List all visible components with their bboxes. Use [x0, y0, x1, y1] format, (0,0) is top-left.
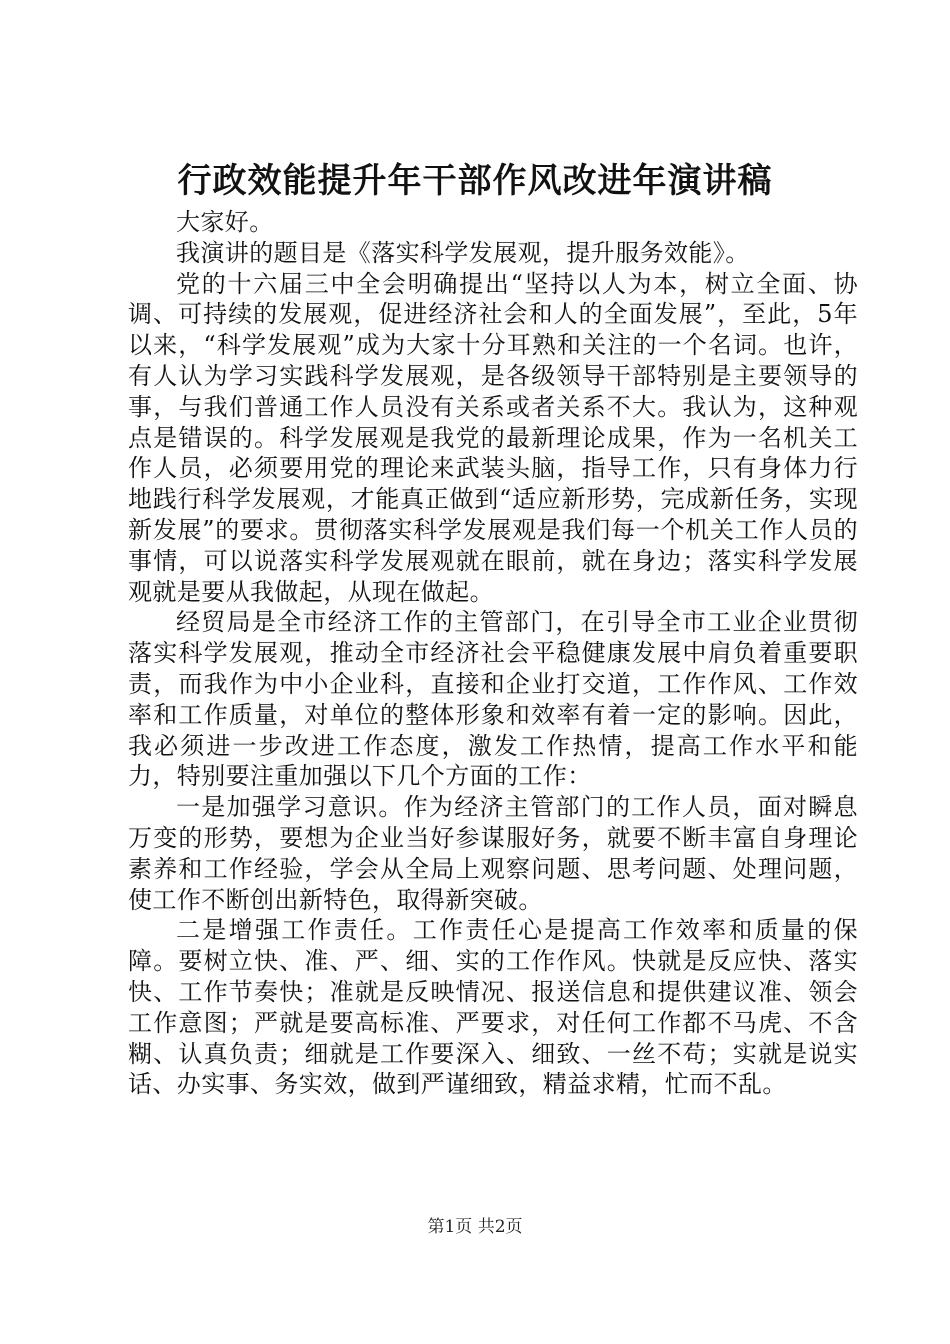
page-number-footer: 第1页 共2页	[427, 1217, 523, 1237]
paragraph-scientific-development: 党的十六届三中全会明确提出“坚持以人为本，树立全面、协调、可持续的发展观，促进经济社会和人的全面发展”，至此，5年以来，“科学发展观”成为大家十分耳熟和关注的一个名词。也许，有人认为学习实践科学发展观，是各级领导干部特别是主要领导的事，与我们普通工作人员没有关系或者关系不大。我认为，这种观点是错误的。科学发展观是我党的最新理论成果，作为一名机关工作人员，必须要用党的理论来武装头脑，指导工作，只有身体力行地践行科学发展观，才能真正做到“适应新形势，完成新任务，实现新发展”的要求。贯彻落实科学发展观是我们每一个机关工作人员的事情，可以说落实科学发展观就在眼前，就在身边；落实科学发展观就是要从我做起，从现在做起。	[128, 269, 858, 606]
document-body	[128, 207, 858, 1100]
paragraph-bureau-duties: 经贸局是全市经济工作的主管部门，在引导全市工业企业贯彻落实科学发展观，推动全市经济社会平稳健康发展中肩负着重要职责，而我作为中小企业科，直接和企业打交道，工作作风、工作效率和工作质量，对单位的整体形象和效率有着一定的影响。因此，我必须进一步改进工作态度，激发工作热情，提高工作水平和能力，特别要注重加强以下几个方面的工作：	[128, 608, 858, 791]
paragraph-point-two: 二是增强工作责任。工作责任心是提高工作效率和质量的保障。要树立快、准、严、细、实的工作作风。快就是反应快、落实快、工作节奏快；准就是反映情况、报送信息和提供建议准、领会工作意图；严就是要高标准、严要求，对任何工作都不马虎、不含糊、认真负责；细就是工作要深入、细致、一丝不苟；实就是说实话、办实事、务实效，做到严谨细致，精益求精，忙而不乱。	[128, 916, 858, 1099]
document-title: 行政效能提升年干部作风改进年演讲稿	[177, 161, 773, 201]
paragraph-point-one: 一是加强学习意识。作为经济主管部门的工作人员，面对瞬息万变的形势，要想为企业当好参谋服好务，就要不断丰富自身理论素养和工作经验，学会从全局上观察问题、思考问题、处理问题，使工作不断创出新特色，取得新突破。	[128, 793, 858, 914]
paragraph-topic: 我演讲的题目是《落实科学发展观，提升服务效能》。	[176, 238, 750, 267]
paragraph-greeting: 大家好。	[176, 208, 274, 236]
